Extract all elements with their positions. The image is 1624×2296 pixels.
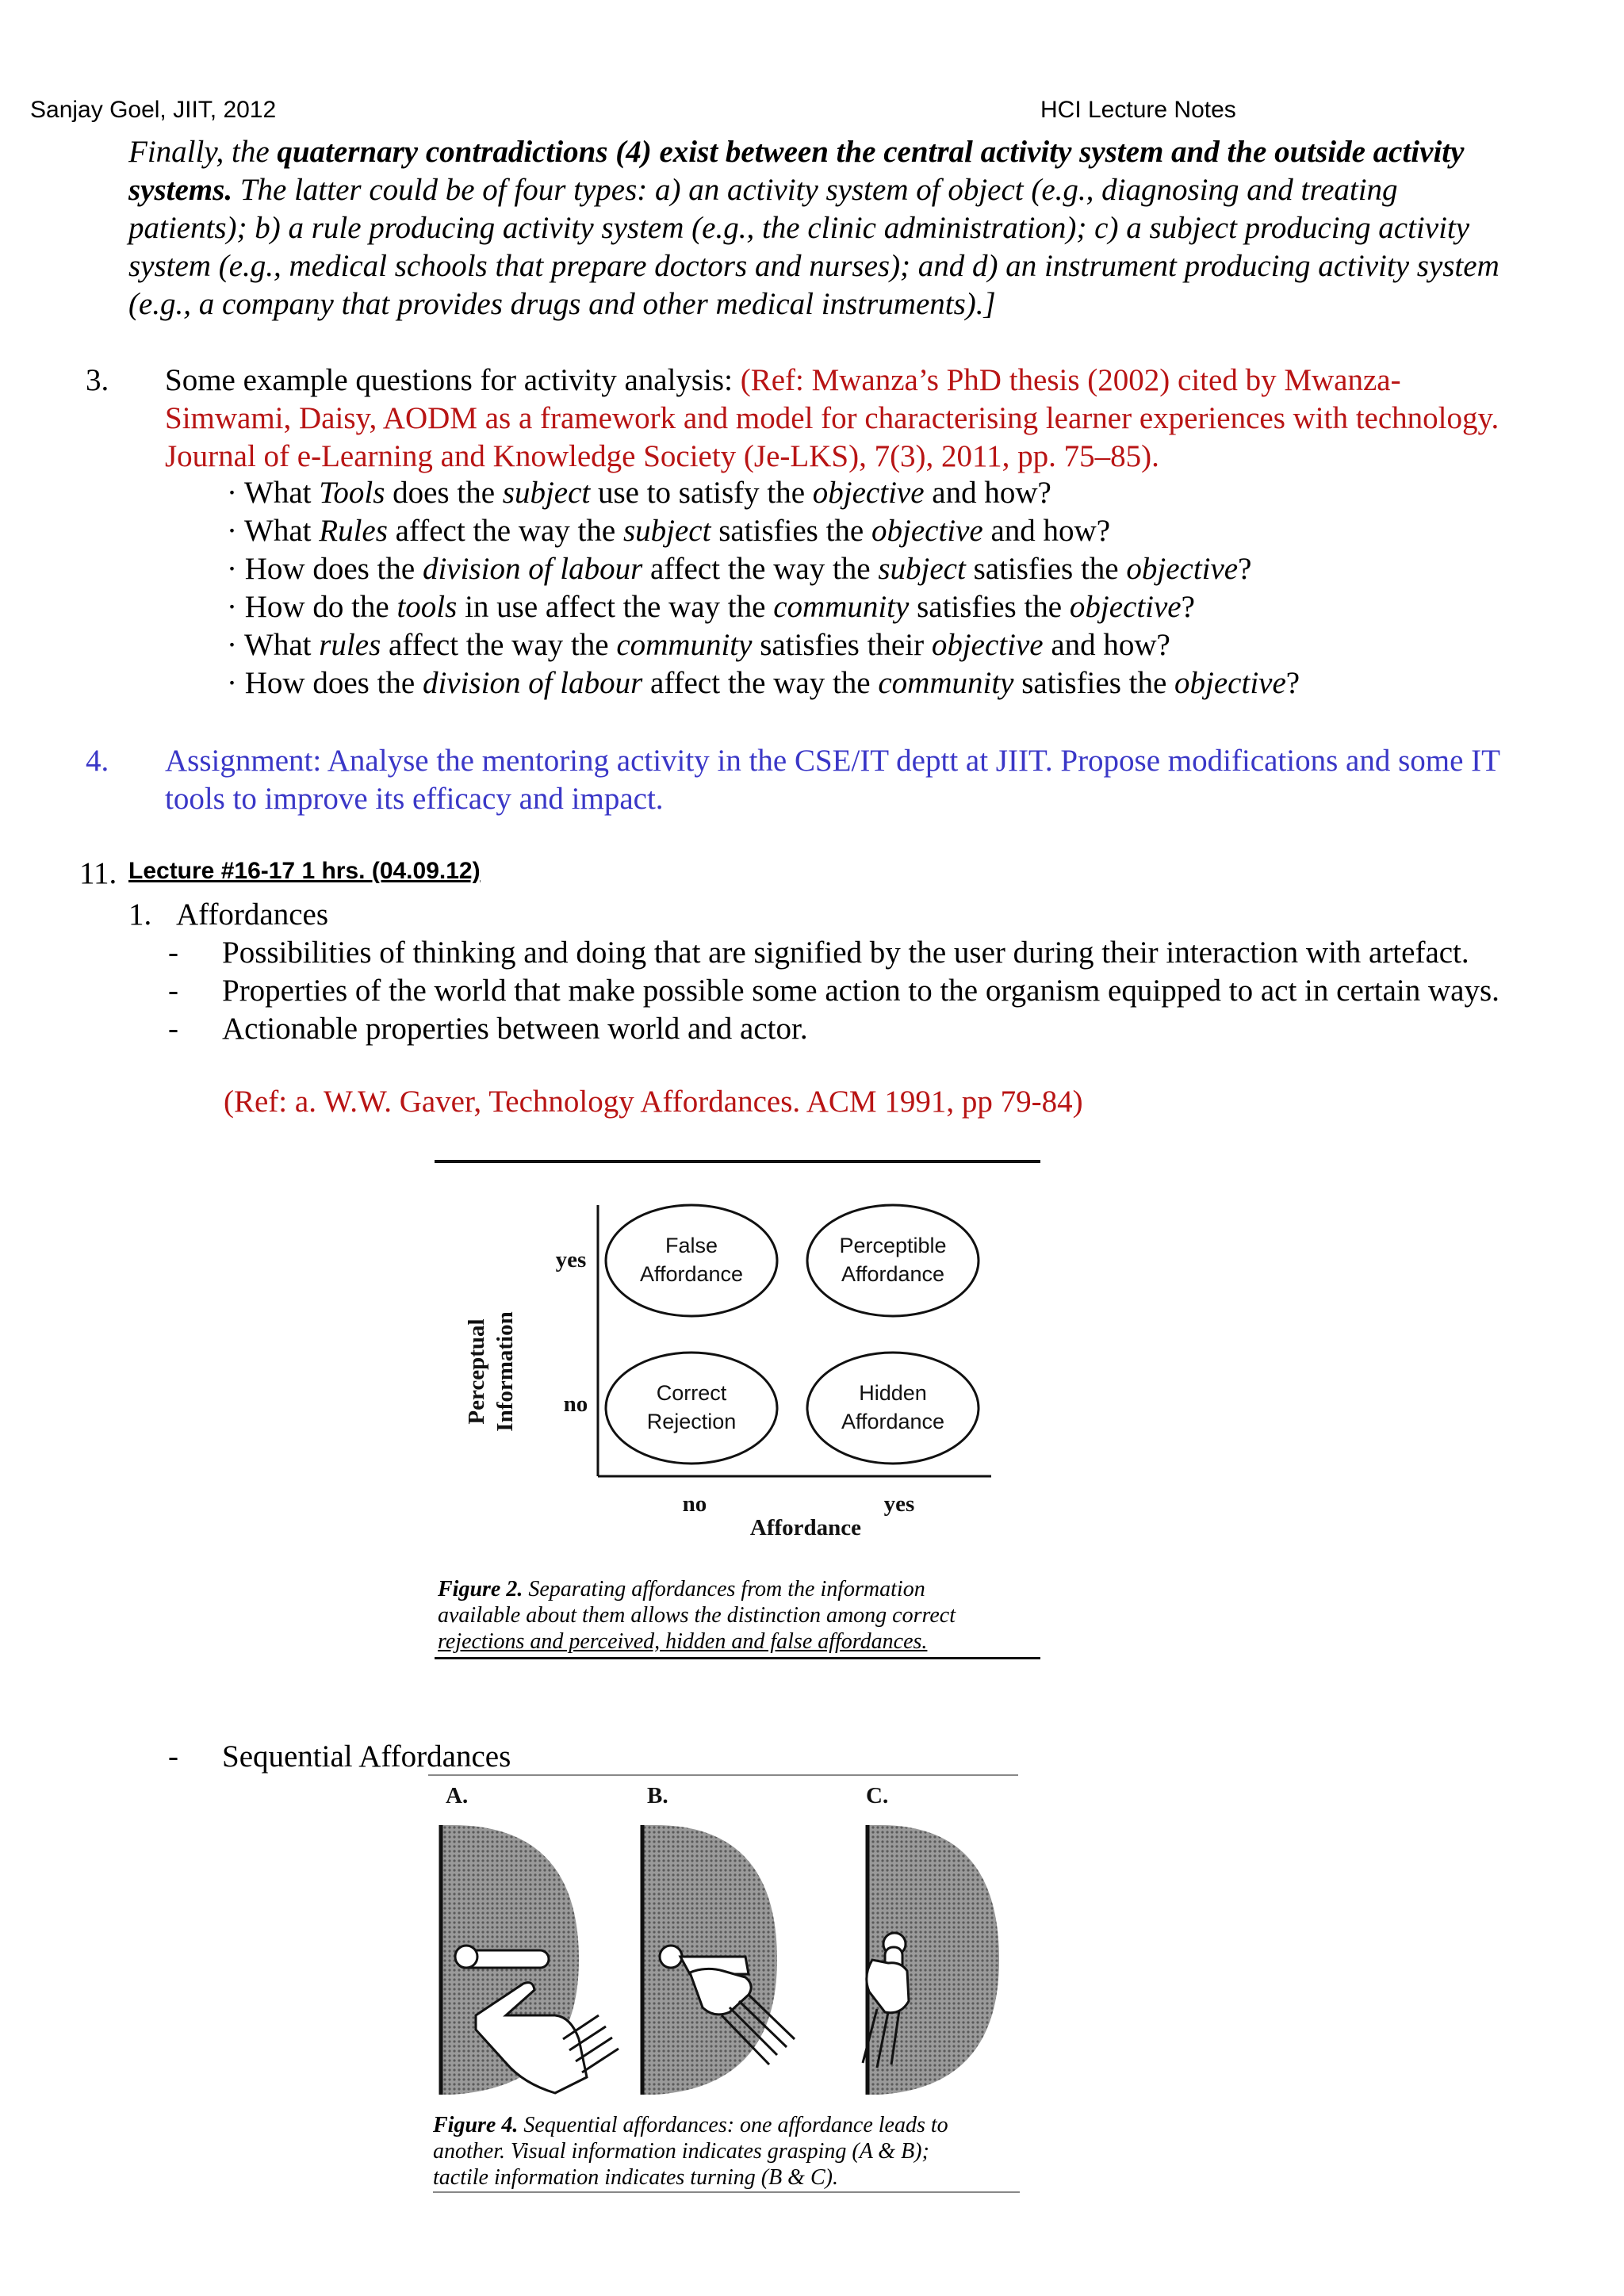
question-item	[227, 626, 1170, 664]
item3-line-1	[165, 362, 1401, 400]
question-text: in use affect the way the	[457, 590, 774, 624]
ellipse-perceptible-affordance	[807, 1205, 979, 1316]
header-course: HCI Lecture Notes	[1040, 97, 1236, 123]
question-term: division of labour	[422, 552, 643, 586]
question-text: and how?	[1043, 628, 1170, 662]
question-term: objective	[871, 514, 983, 548]
question-term: subject	[622, 514, 711, 548]
question-text: ?	[1238, 552, 1252, 586]
item3-lead: Some example questions for activity analysis:	[165, 363, 741, 397]
panel-b-label: B.	[647, 1783, 668, 1808]
subitem-number: 1.	[128, 897, 152, 932]
bullet-dash: -	[168, 974, 178, 1008]
question-text: satisfies the	[909, 590, 1070, 624]
y-tick-yes: yes	[555, 1247, 587, 1272]
question-term: community	[616, 628, 753, 662]
question-text: · How do the	[227, 590, 397, 624]
intro-line-1	[128, 133, 1464, 171]
lecture-number: 11.	[79, 856, 117, 890]
question-term: objective	[1069, 590, 1182, 624]
figure2-caption-line-3: rejections and perceived, hidden and false affordances.	[438, 1629, 928, 1654]
y-tick-no: no	[563, 1391, 588, 1417]
question-term: objective	[1174, 666, 1286, 700]
cell-false-line-1: False	[665, 1234, 718, 1257]
intro-bold-text: quaternary contradictions (4) exist between the central activity system and the outside activity	[277, 135, 1465, 169]
question-item	[227, 588, 1195, 626]
question-text: affect the way the	[387, 514, 623, 548]
figure4-caption-line-1	[433, 2112, 948, 2138]
question-text: satisfies their	[752, 628, 932, 662]
figure2-caption-line-1	[438, 1576, 925, 1602]
question-text: ?	[1181, 590, 1195, 624]
x-tick-yes: yes	[883, 1491, 915, 1517]
question-term: tools	[396, 590, 458, 624]
sequential-affordances-figure	[428, 1777, 1031, 2126]
cell-hidden-line-1: Hidden	[859, 1381, 927, 1405]
item3-number: 3.	[86, 363, 109, 397]
cell-perceptible-line-1: Perceptible	[839, 1234, 947, 1257]
intro-line-5: (e.g., a company that provides drugs and other medical instruments).]	[128, 287, 996, 321]
cell-perceptible-line-2: Affordance	[841, 1262, 945, 1286]
question-text: affect the way the	[642, 666, 879, 700]
item4-number: 4.	[86, 744, 109, 778]
figure4-caption-text: Sequential affordances: one affordance leads to	[518, 2113, 948, 2137]
question-text: affect the way the	[381, 628, 617, 662]
sequential-affordances-label: Sequential Affordances	[222, 1739, 511, 1774]
x-tick-no: no	[682, 1491, 707, 1517]
question-text: and how?	[924, 476, 1051, 510]
question-text: satisfies the	[965, 552, 1127, 586]
question-text: · What	[227, 628, 320, 662]
item3-reference: (Ref: Mwanza’s PhD thesis (2002) cited by Mwanza-	[740, 363, 1401, 397]
figure4-caption-line-2: another. Visual information indicates grasping (A & B);	[433, 2139, 929, 2164]
question-text: does the	[385, 476, 503, 510]
question-term: community	[878, 666, 1014, 700]
question-term: subject	[878, 552, 966, 586]
item3-reference-line-3: Journal of e-Learning and Knowledge Society (Je-LKS), 7(3), 2011, pp. 75–85).	[165, 439, 1159, 473]
question-term: rules	[319, 628, 381, 662]
cell-correct-line-2: Rejection	[646, 1410, 737, 1433]
intro-line-4: system (e.g., medical schools that prepare doctors and nurses); and d) an instrument producing activity system	[128, 249, 1500, 283]
question-text: · How does the	[227, 666, 423, 700]
question-text: satisfies the	[710, 514, 871, 548]
ellipse-hidden-affordance	[807, 1353, 979, 1464]
cell-false-line-2: Affordance	[639, 1262, 744, 1286]
bullet-1: Possibilities of thinking and doing that are signified by the user during their interaction with artefact.	[222, 936, 1469, 970]
bullet-3: Actionable properties between world and actor.	[222, 1012, 808, 1046]
question-term: division of labour	[422, 666, 643, 700]
door-handle-c-illustration	[863, 1825, 999, 2095]
question-text: satisfies the	[1013, 666, 1175, 700]
intro-text: The latter could be of four types: a) an activity system of object (e.g., diagnosing and treating	[232, 173, 1398, 207]
intro-text: Finally, the	[128, 135, 278, 169]
intro-line-3: patients); b) a rule producing activity system (e.g., the clinic administration); c) a subject producing activity	[128, 211, 1470, 245]
ellipse-correct-rejection	[606, 1353, 777, 1464]
assignment-line-2: tools to improve its efficacy and impact.	[165, 782, 664, 816]
question-text: use to satisfy the	[590, 476, 813, 510]
assignment-line-1: Assignment: Analyse the mentoring activity in the CSE/IT deptt at JIIT. Propose modifications and some IT	[165, 744, 1500, 778]
cell-hidden-line-2: Affordance	[841, 1410, 945, 1433]
question-term: objective	[1126, 552, 1239, 586]
x-axis-title: Affordance	[749, 1515, 862, 1540]
figure2-caption-line-2: available about them allows the distinction among correct	[438, 1603, 956, 1628]
panel-c-label: C.	[866, 1783, 889, 1808]
question-term: subject	[502, 476, 591, 510]
figure2-bottom-rule	[435, 1657, 1040, 1659]
question-item	[227, 512, 1110, 550]
question-text: ?	[1285, 666, 1300, 700]
door-handle-b-illustration	[642, 1825, 795, 2095]
question-item	[227, 550, 1251, 588]
question-term: objective	[931, 628, 1044, 662]
item3-reference-line-2: Simwami, Daisy, AODM as a framework and model for characterising learner experiences with technology.	[165, 401, 1500, 435]
question-text: · What	[227, 514, 320, 548]
bullet-dash: -	[168, 1739, 178, 1774]
figure4-caption-line-3: tactile information indicates turning (B & C).	[433, 2165, 838, 2190]
question-term: Rules	[319, 514, 388, 548]
figure4-bottom-rule	[433, 2191, 1020, 2193]
question-item	[227, 474, 1051, 512]
figure4-top-rule	[428, 1774, 1018, 1776]
intro-line-2	[128, 171, 1398, 209]
affordance-reference: (Ref: a. W.W. Gaver, Technology Affordances. ACM 1991, pp 79-84)	[224, 1085, 1083, 1119]
question-text: affect the way the	[642, 552, 879, 586]
figure4-caption-label: Figure 4.	[433, 2113, 519, 2137]
ellipse-false-affordance	[606, 1205, 777, 1316]
y-axis-title-line-1: Perceptual	[464, 1318, 489, 1425]
figure2-caption-text: Separating affordances from the information	[523, 1577, 925, 1601]
panel-a-label: A.	[446, 1783, 469, 1808]
question-term: Tools	[319, 476, 385, 510]
question-item	[227, 664, 1300, 702]
cell-correct-line-1: Correct	[656, 1381, 727, 1405]
question-text: and how?	[982, 514, 1111, 548]
bullet-dash: -	[168, 1012, 178, 1046]
question-text: · How does the	[227, 552, 423, 586]
lecture-title: Lecture #16-17 1 hrs. (04.09.12)	[128, 858, 481, 884]
header-author: Sanjay Goel, JIIT, 2012	[30, 97, 277, 123]
question-term: community	[773, 590, 910, 624]
y-axis-title-line-2: Information	[492, 1311, 518, 1432]
bullet-dash: -	[168, 936, 178, 970]
intro-bold-text: systems.	[128, 173, 233, 207]
figure2-caption-label: Figure 2.	[438, 1577, 523, 1601]
question-term: objective	[812, 476, 925, 510]
question-text: · What	[227, 476, 320, 510]
subitem-title: Affordances	[176, 897, 329, 932]
bullet-2: Properties of the world that make possible some action to the organism equipped to act in certain ways.	[222, 974, 1500, 1008]
door-handle-a-illustration	[441, 1825, 619, 2095]
